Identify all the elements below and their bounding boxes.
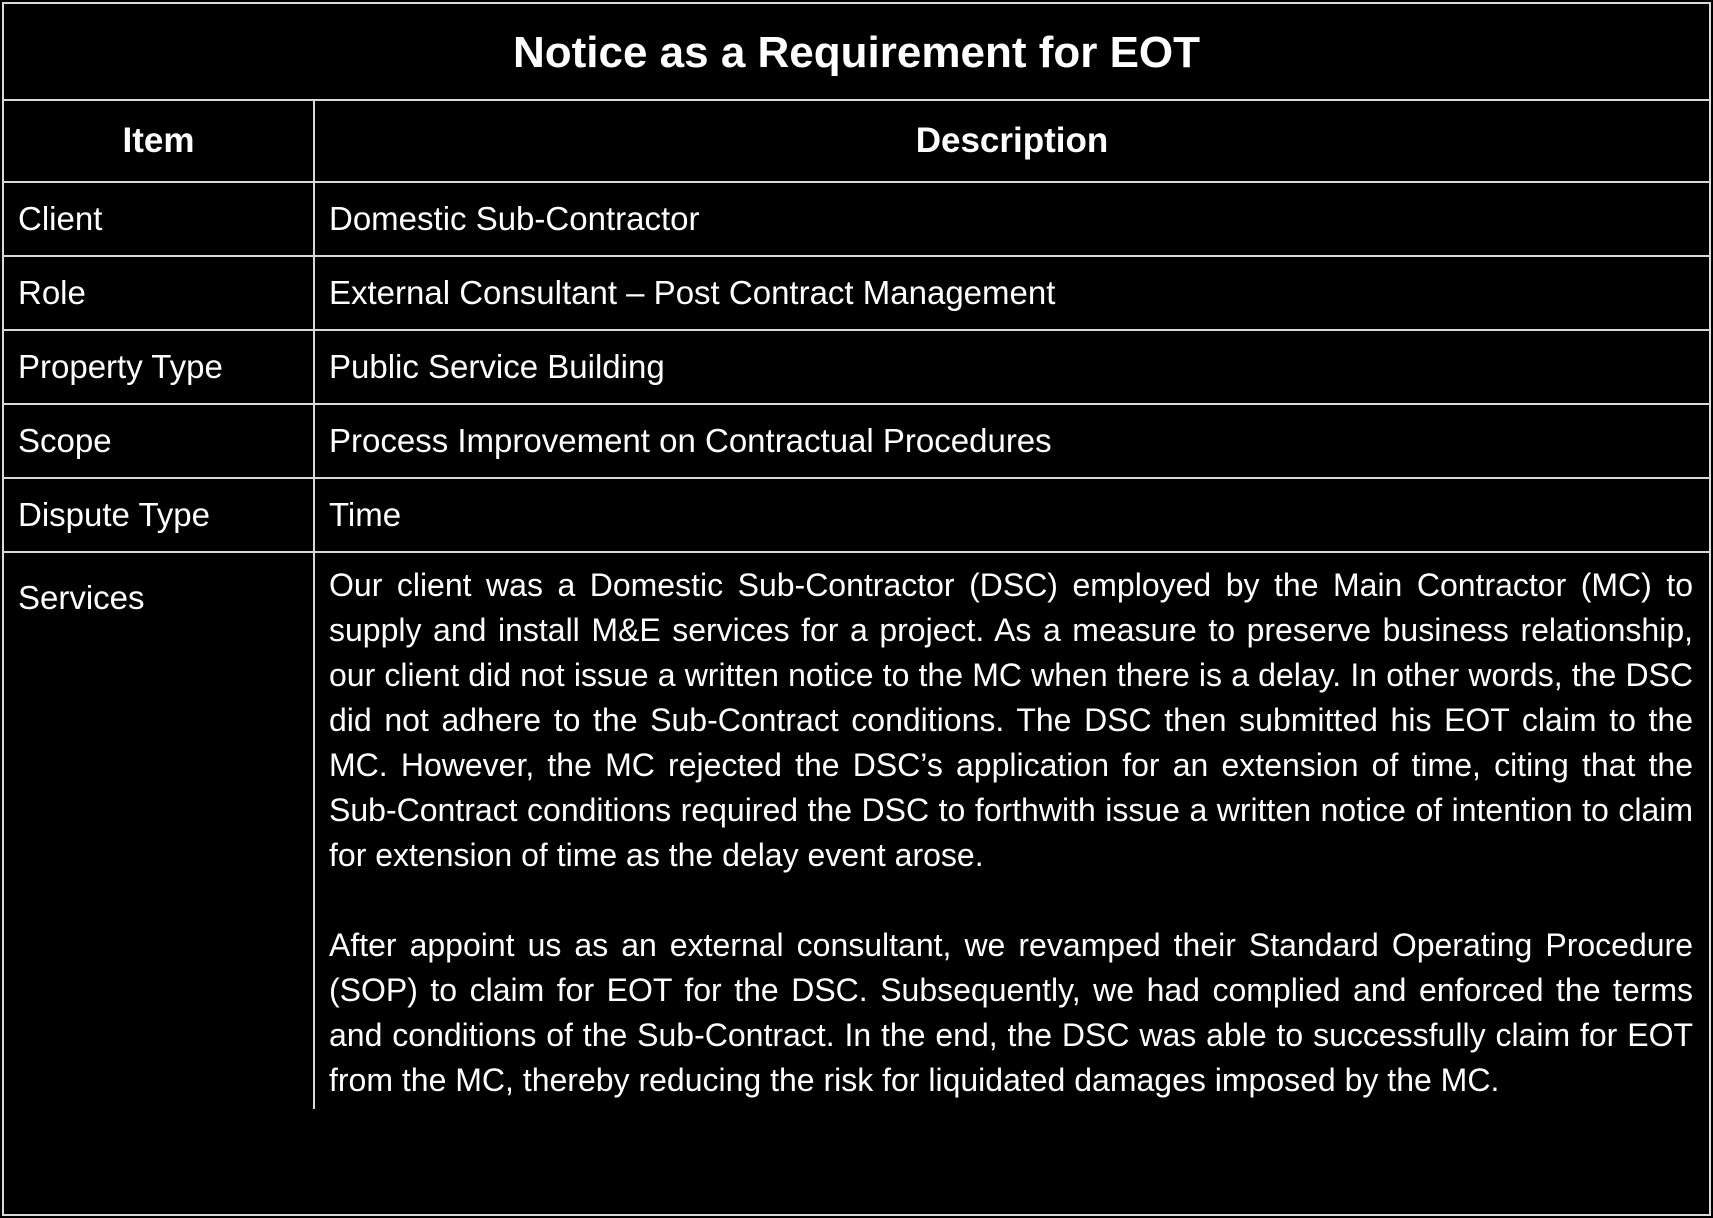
table-row-scope xyxy=(4,404,1709,478)
item-cell: Role xyxy=(4,256,314,330)
column-header-description: Description xyxy=(314,100,1709,182)
item-cell: Dispute Type xyxy=(4,478,314,552)
description-cell: Public Service Building xyxy=(314,330,1709,404)
description-cell: Domestic Sub-Contractor xyxy=(314,182,1709,256)
table-title: Notice as a Requirement for EOT xyxy=(4,4,1709,100)
notice-table xyxy=(4,4,1709,1109)
table-row-role xyxy=(4,256,1709,330)
column-header-item: Item xyxy=(4,100,314,182)
item-cell: Property Type xyxy=(4,330,314,404)
description-cell: External Consultant – Post Contract Management xyxy=(314,256,1709,330)
services-label: Services xyxy=(4,552,314,1109)
services-description xyxy=(314,552,1709,1109)
title-row xyxy=(4,4,1709,100)
services-paragraph: After appoint us as an external consultant, we revamped their Standard Operating Procedure (SOP) to claim for EOT for the DSC. Subsequently, we had complied and enforced the terms and conditions of the Sub-Contract. In the end, the DSC was able to successfully claim for EOT from the MC, thereby reducing the risk for liquidated damages imposed by the MC. xyxy=(329,927,1693,1098)
description-cell: Process Improvement on Contractual Procedures xyxy=(314,404,1709,478)
item-cell: Scope xyxy=(4,404,314,478)
table-row-client xyxy=(4,182,1709,256)
table-row-dispute-type xyxy=(4,478,1709,552)
table-row-services xyxy=(4,552,1709,1109)
item-cell: Client xyxy=(4,182,314,256)
services-paragraph: Our client was a Domestic Sub-Contractor (DSC) employed by the Main Contractor (MC) to supply and install M&E services for a project. As a measure to preserve business relationship, our client did not issue a written notice to the MC when there is a delay. In other words, the DSC did not adhere to the Sub-Contract conditions. The DSC then submitted his EOT claim to the MC. However, the MC rejected the DSC’s application for an extension of time, citing that the Sub-Contract conditions required the DSC to forthwith issue a written notice of intention to claim for extension of time as the delay event arose. xyxy=(329,567,1693,873)
description-cell: Time xyxy=(314,478,1709,552)
table-row-property-type xyxy=(4,330,1709,404)
notice-table-document xyxy=(2,2,1711,1216)
header-row xyxy=(4,100,1709,182)
